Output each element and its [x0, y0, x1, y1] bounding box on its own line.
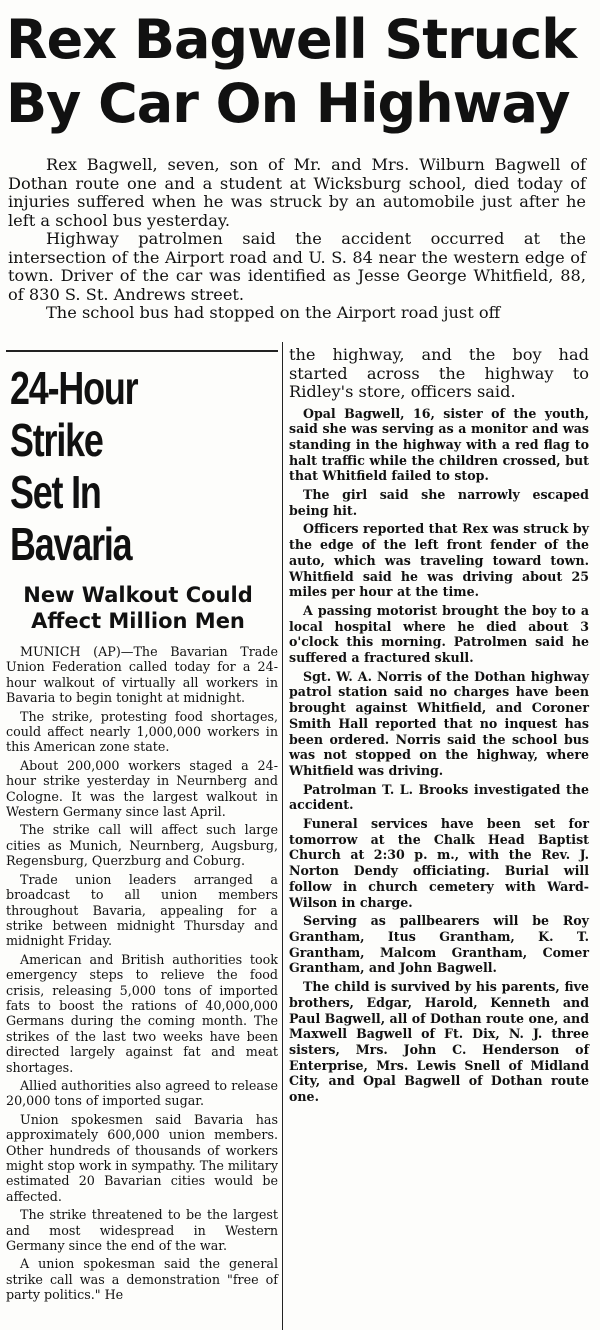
strike-paragraph: About 200,000 workers staged a 24-hour strike yesterday in Neurnberg and Cologne. It was the largest walkout in Western Germany since last April.	[6, 757, 278, 820]
story-paragraph: Patrolman T. L. Brooks investigated the accident.	[289, 781, 589, 813]
strike-paragraph: The strike, protesting food shortages, could affect nearly 1,000,000 workers in this American zone state.	[6, 708, 278, 755]
strike-story	[6, 362, 278, 1306]
story-paragraph: The child is survived by his parents, five brothers, Edgar, Harold, Kenneth and Paul Bagwell, all of Dothan route one, and Maxwell Bagwell of Ft. Dix, N. J. three sisters, Mrs. John C. Henderson of Enterprise, Mrs. Lewis Snell of Midland City, and Opal Bagwell of Dothan route one.	[289, 979, 589, 1105]
story-paragraph: Opal Bagwell, 16, sister of the youth, said she was serving as a monitor and was standing in the highway with a red flag to halt traffic while the children crossed, but that Whitfield failed to stop.	[289, 405, 589, 484]
lead-story-continuation	[289, 346, 589, 1108]
headline-line-2: By Car On Highway	[6, 72, 570, 135]
strike-paragraph: The strike call will affect such large cities as Munich, Neurnberg, Augsburg, Regensburg, Querzburg and Coburg.	[6, 822, 278, 869]
story-paragraph: The girl said she narrowly escaped being hit.	[289, 487, 589, 518]
lead-story-body	[289, 406, 589, 1105]
strike-headline-line-2: Set In Bavaria	[10, 466, 132, 570]
headline-line-1: Rex Bagwell Struck	[6, 8, 577, 71]
lead-continuation: the highway, and the boy had started across the highway to Ridley's store, officers said.	[289, 345, 589, 401]
strike-headline	[10, 362, 219, 570]
lead-story	[8, 156, 586, 323]
strike-headline-line-1: 24-Hour Strike	[10, 362, 138, 466]
lead-paragraph: The school bus had stopped on the Airport road just off	[46, 303, 501, 322]
strike-paragraph: Allied authorities also agreed to release 20,000 tons of imported sugar.	[6, 1077, 278, 1109]
strike-paragraph: American and British authorities took emergency steps to relieve the food crisis, releasing 5,000 tons of imported fats to boost the rations of 40,000,000 Germans during the coming month. The strikes of the last two weeks have been directed largely against fat and meat shortages.	[6, 951, 278, 1075]
story-paragraph: Serving as pallbearers will be Roy Grantham, Itus Grantham, K. T. Grantham, Malcom Grantham, Comer Grantham, and John Bagwell.	[289, 913, 589, 976]
strike-paragraph: The strike threatened to be the largest and most widespread in Western Germany since the end of the war.	[6, 1207, 278, 1254]
horizontal-rule	[6, 350, 278, 352]
story-paragraph: Sgt. W. A. Norris of the Dothan highway patrol station said no charges have been brought against Whitfield, and Coroner Smith Hall reported that no inquest has been ordered. Norris said the school bus was not stopped on the highway, where Whitfield was driving.	[289, 668, 589, 778]
story-paragraph: Officers reported that Rex was struck by the edge of the left front fender of the auto, which was traveling toward town. Whitfield said he was driving about 25 miles per hour at the time.	[289, 521, 589, 600]
headline	[6, 8, 596, 136]
strike-paragraph: Union spokesmen said Bavaria has approximately 600,000 union members. Other hundreds of thousands of workers might stop work in sympathy. The military estimated 20 Bavarian cities would be affected.	[6, 1111, 278, 1204]
lead-paragraph: Rex Bagwell, seven, son of Mr. and Mrs. Wilburn Bagwell of Dothan route one and a student at Wicksburg school, died today of injuries suffered when he was struck by an automobile just after he left a school bus yesterday.	[8, 155, 586, 230]
column-rule	[282, 342, 283, 1330]
story-paragraph: Funeral services have been set for tomorrow at the Chalk Head Baptist Church at 2:30 p. m., with the Rev. J. Norton Dendy officiating. Burial will follow in church cemetery with Ward-Wilson in charge.	[289, 816, 589, 910]
strike-body	[6, 644, 278, 1303]
strike-paragraph: Trade union leaders arranged a broadcast to all union members throughout Bavaria, appealing for a strike between midnight Thursday and midnight Friday.	[6, 871, 278, 949]
strike-paragraph: MUNICH (AP)—The Bavarian Trade Union Federation called today for a 24-hour walkout of virtually all workers in Bavaria to begin tonight at midnight.	[6, 644, 278, 706]
story-paragraph: A passing motorist brought the boy to a local hospital where he died about 3 o'clock this morning. Patrolmen said he suffered a fractured skull.	[289, 602, 589, 666]
lead-paragraph: Highway patrolmen said the accident occurred at the intersection of the Airport road and U. S. 84 near the western edge of town. Driver of the car was identified as Jesse George Whitfield, 88, of 830 S. St. Andrews street.	[8, 229, 586, 304]
strike-paragraph: A union spokesman said the general strike call was a demonstration "free of party politics." He	[6, 1256, 278, 1303]
strike-subhead: New Walkout Could Affect Million Men	[23, 583, 253, 633]
